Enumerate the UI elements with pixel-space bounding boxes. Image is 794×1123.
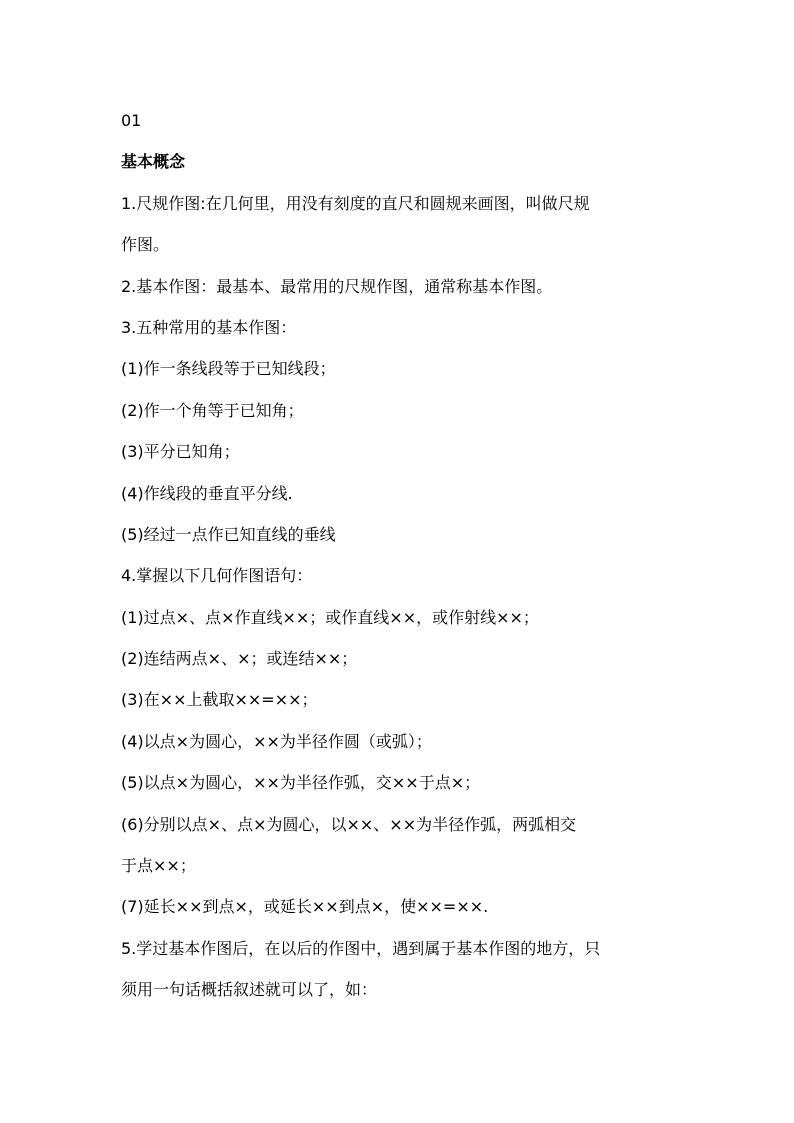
document-body <box>121 100 681 1011</box>
text-line: 于点××； <box>121 856 196 876</box>
text-line: (1)作一条线段等于已知线段； <box>121 359 336 379</box>
text-line: (1)过点×、点×作直线××；或作直线××，或作射线××； <box>121 607 539 627</box>
text-line: (5)经过一点作已知直线的垂线 <box>121 524 336 544</box>
text-line: 3.五种常用的基本作图： <box>121 317 297 337</box>
section-number: 01 <box>121 111 142 130</box>
section-title: 基本概念 <box>121 152 186 172</box>
text-line: (3)平分已知角； <box>121 442 240 462</box>
text-line: (5)以点×为圆心，××为半径作弧，交××于点×； <box>121 773 481 793</box>
text-line: (6)分别以点×、点×为圆心，以××、××为半径作弧，两弧相交 <box>121 814 577 834</box>
text-line: 2.基本作图：最基本、最常用的尺规作图，通常称基本作图。 <box>121 276 553 296</box>
text-line: 4.掌握以下几何作图语句： <box>121 566 313 586</box>
text-line: (2)作一个角等于已知角； <box>121 400 304 420</box>
text-line: 5.学过基本作图后，在以后的作图中，遇到属于基本作图的地方，只 <box>121 938 601 958</box>
text-line: (3)在××上截取××=××； <box>121 690 318 710</box>
text-line: 须用一句话概括叙述就可以了，如： <box>121 980 378 1000</box>
text-line: (4)以点×为圆心，××为半径作圆（或弧）； <box>121 731 432 751</box>
text-line: (7)延长××到点×，或延长××到点×，使××=××. <box>121 897 489 917</box>
text-line: 1.尺规作图:在几何里，用没有刻度的直尺和圆规来画图，叫做尺规 <box>121 193 590 213</box>
text-line: 作图。 <box>121 235 170 255</box>
text-line: (4)作线段的垂直平分线. <box>121 483 293 503</box>
text-line: (2)连结两点×、×；或连结××； <box>121 649 358 669</box>
